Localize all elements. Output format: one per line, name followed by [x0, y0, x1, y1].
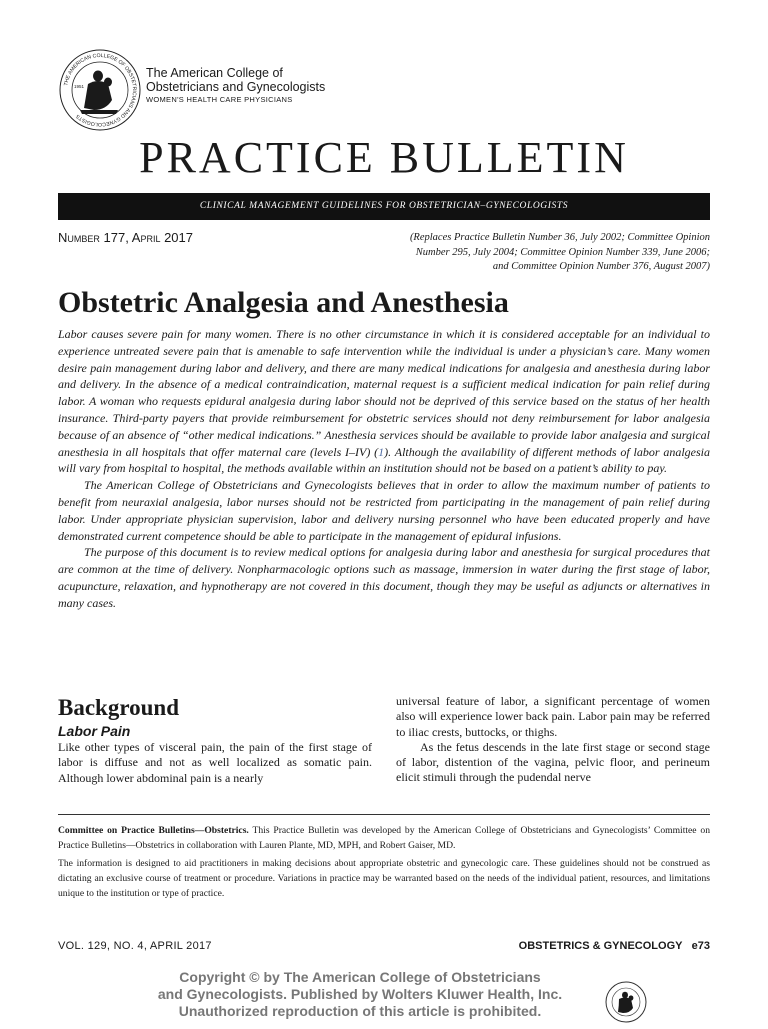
org-name-line1: The American College of: [146, 66, 283, 80]
seal-ring-text: THE AMERICAN COLLEGE OF OBSTETRICIANS AND GYNECOLOGISTS: [63, 52, 138, 128]
committee-label: Committee on Practice Bulletins—Obstetrics.: [58, 825, 249, 836]
issue-number: Number 177, April 2017: [58, 230, 193, 245]
right-column: [396, 694, 710, 786]
section-heading: Background: [58, 695, 180, 720]
replaces-line: (Replaces Practice Bulletin Number 36, July 2002; Committee Opinion: [409, 232, 710, 243]
copyright-line: Copyright © by The American College of Obstetricians: [179, 969, 541, 985]
org-name-line2: Obstetricians and Gynecologists: [146, 80, 326, 94]
abstract-paragraph: The purpose of this document is to review medical options for analgesia during labor and anesthesia for surgical procedures that are common at the time of delivery. Nonpharmacologic options such as massage, immersion in water during the first stage of labor, acupuncture, relaxation, and hypnotherapy are not covered in this document, though they may be useful as adjuncts or alternatives in many cases.: [58, 545, 710, 610]
copyright-line: and Gynecologists. Published by Wolters Kluwer Health, Inc.: [157, 986, 563, 1002]
abstract-paragraph: The American College of Obstetricians and Gynecologists believes that in order to allow the maximum number of patients to benefit from neuraxial analgesia, labor nurses should not be restricted from participating in the management of pain relief during labor. Under appropriate physician supervision, labor and delivery nursing personnel who have been educated properly and have demonstrated current competence should be able to participate in the management of epidural infusions.: [58, 478, 710, 543]
copyright-notice: [80, 969, 640, 1020]
committee-note: Committee on Practice Bulletins—Obstetrics. This Practice Bulletin was developed by the American College of Obstetricians and Gynecologists’ Committee on Practice Bulletins—Obstetrics in collaboration with Lauren Plante, MD, MPH, and Robert Gaiser, MD.: [58, 825, 710, 851]
acog-seal-icon: [58, 48, 142, 132]
journal-page: [440, 940, 710, 952]
body-paragraph: Like other types of visceral pain, the pain of the first stage of labor is diffuse and not as well localized as somatic pain. Although lower abdominal pain is a nearly: [58, 740, 372, 785]
volume-info: VOL. 129, NO. 4, APRIL 2017: [58, 940, 212, 952]
replaces-note: [330, 231, 710, 275]
seal-year: 1951: [74, 84, 85, 89]
body-paragraph: universal feature of labor, a significant percentage of women also will experience lower back pain. Labor pain may be referred to iliac crests, buttocks, or thighs.: [396, 694, 710, 739]
subsection-heading: Labor Pain: [58, 723, 131, 739]
abstract-paragraph: Labor causes severe pain for many women. There is no other circumstance in which it is considered acceptable for an individual to experience untreated severe pain that is amenable to safe intervention while the individual is under a physician’s care. Many women desire pain management during labor and delivery, and there are many medical indications for analgesia and anesthesia during labor and delivery. In the absence of a medical contraindication, maternal request is a sufficient medical indication for pain relief during labor. A woman who requests epidural analgesia during labor should not be deprived of this service based on the status of her health insurance. Third-party payers that provide reimbursement for obstetric services should not deny reimbursement for labor analgesia because of an absence of “other medical indications.” Anesthesia services should be available to provide labor analgesia and surgical anesthesia in all hospitals that offer maternal care (levels I–IV) (1). Although the availability of different methods of labor analgesia will vary from hospital to hospital, the methods available within an institution should not be based on a patient’s ability to pay.: [58, 327, 711, 476]
footnote-divider: [58, 814, 710, 815]
organization-name: [146, 66, 325, 105]
abstract: [58, 326, 710, 612]
small-seal-icon: [604, 980, 648, 1024]
footnotes: [58, 823, 710, 904]
copyright-line: Unauthorized reproduction of this article is prohibited.: [178, 1003, 542, 1019]
bulletin-title: PRACTICE BULLETIN: [139, 133, 629, 182]
org-tagline: WOMEN'S HEALTH CARE PHYSICIANS: [146, 95, 293, 104]
article-title: Obstetric Analgesia and Anesthesia: [58, 286, 509, 319]
body-paragraph: As the fetus descends in the late first stage or second stage of labor, distention of the vagina, pelvic floor, and perineum elicit stimuli through the pudendal nerve: [396, 739, 710, 785]
replaces-line: Number 295, July 2004; Committee Opinion Number 339, June 2006;: [415, 246, 710, 258]
disclaimer: The information is designed to aid practitioners in making decisions about appropriate obstetric and gynecologic care. These guidelines should not be construed as dictating an exclusive course of treatment or procedure. Variations in practice may be warranted based on the needs of the individual patient, resources, and limitations unique to the institution or type of practice.: [58, 858, 710, 899]
journal-name: OBSTETRICS & GYNECOLOGY: [518, 940, 683, 952]
guidelines-banner: [58, 193, 710, 220]
left-column: [58, 694, 372, 786]
replaces-line: and Committee Opinion Number 376, August 2007): [492, 261, 710, 272]
guidelines-banner-text: CLINICAL MANAGEMENT GUIDELINES FOR OBSTETRICIAN–GYNECOLOGISTS: [199, 201, 569, 211]
page-number: e73: [691, 940, 710, 952]
citation-link[interactable]: 1: [378, 444, 385, 459]
